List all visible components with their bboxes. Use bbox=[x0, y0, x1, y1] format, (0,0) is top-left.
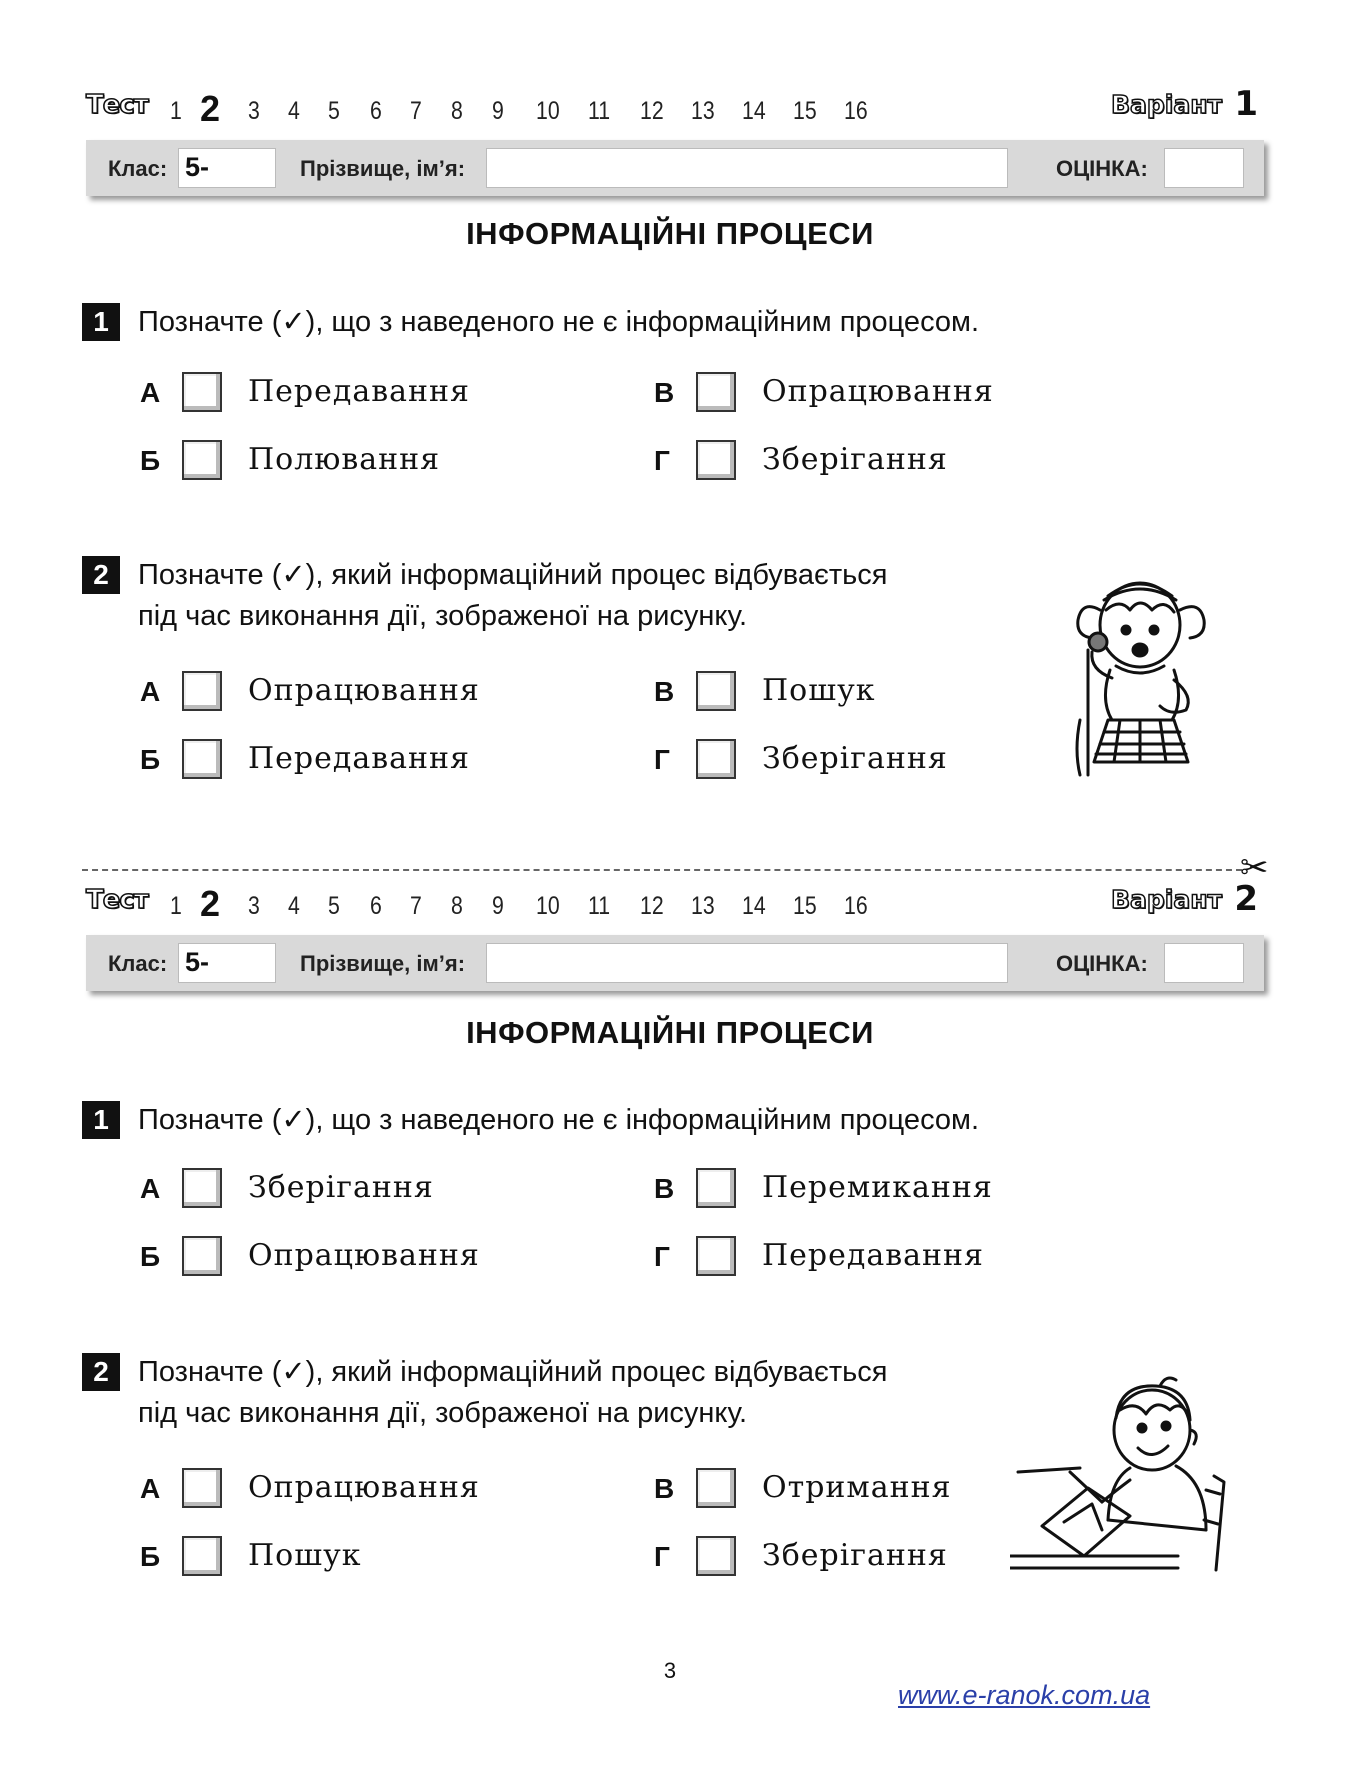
test-number: 15 bbox=[793, 97, 817, 125]
test-label: Тест bbox=[86, 885, 148, 915]
answer-checkbox[interactable] bbox=[182, 671, 222, 711]
option-letter: Г bbox=[654, 1541, 670, 1572]
answer-checkbox[interactable] bbox=[696, 1168, 736, 1208]
name-field[interactable] bbox=[486, 943, 1008, 983]
scissors-icon: ✂ bbox=[1240, 848, 1269, 888]
variant-number: 2 bbox=[1234, 879, 1258, 919]
question-line: Позначте (✓), який інформаційний процес відбувається bbox=[138, 1356, 888, 1388]
test-number: 11 bbox=[588, 892, 611, 920]
name-label: Прізвище, ім’я: bbox=[300, 951, 466, 976]
question-text bbox=[138, 302, 979, 343]
option-text: Опрацювання bbox=[248, 673, 480, 708]
grade-label: ОЦІНКА: bbox=[1056, 951, 1148, 976]
answer-checkbox[interactable] bbox=[182, 1236, 222, 1276]
question-number: 2 bbox=[82, 556, 120, 594]
answer-checkbox[interactable] bbox=[696, 440, 736, 480]
class-label: Клас: bbox=[108, 156, 168, 181]
test-number: 5 bbox=[328, 97, 340, 125]
option-text: Зберігання bbox=[762, 442, 948, 477]
option-letter: Б bbox=[140, 1541, 161, 1572]
option-text: Передавання bbox=[248, 374, 470, 409]
answer-checkbox[interactable] bbox=[182, 372, 222, 412]
option-text: Зберігання bbox=[248, 1170, 434, 1205]
option-letter: А bbox=[140, 377, 161, 408]
option-letter: Б bbox=[140, 744, 161, 775]
test-number: 12 bbox=[640, 892, 664, 920]
option-text: Отримання bbox=[762, 1470, 952, 1505]
class-field[interactable] bbox=[178, 943, 276, 983]
option-letter: В bbox=[654, 1173, 675, 1204]
option-letter: Б bbox=[140, 1241, 161, 1272]
question-text bbox=[138, 1100, 979, 1141]
test-number-active: 2 bbox=[200, 883, 221, 924]
test-number: 10 bbox=[536, 97, 560, 125]
girl-singing-illustration bbox=[1060, 570, 1230, 780]
boy-drawing-illustration bbox=[1010, 1370, 1240, 1580]
answer-checkbox[interactable] bbox=[182, 1168, 222, 1208]
variant-label: Варіант bbox=[1110, 90, 1222, 119]
question-text bbox=[138, 555, 887, 637]
student-info-bar bbox=[86, 140, 1264, 196]
variant-label: Варіант bbox=[1110, 885, 1222, 914]
test-header bbox=[86, 84, 1258, 132]
answer-checkbox[interactable] bbox=[696, 1236, 736, 1276]
section-title: ІНФОРМАЦІЙНІ ПРОЦЕСИ bbox=[466, 216, 874, 251]
test-number: 5 bbox=[328, 892, 340, 920]
question-line: під час виконання дії, зображеної на рисунку. bbox=[138, 600, 748, 632]
test-number: 1 bbox=[170, 892, 182, 920]
test-number: 3 bbox=[248, 97, 260, 125]
grade-label: ОЦІНКА: bbox=[1056, 156, 1148, 181]
option-text: Полювання bbox=[248, 442, 441, 477]
option-text: Зберігання bbox=[762, 741, 948, 776]
question-line: Позначте (✓), що з наведеного не є інформаційним процесом. bbox=[138, 306, 980, 338]
test-number: 7 bbox=[410, 892, 422, 920]
section-title: ІНФОРМАЦІЙНІ ПРОЦЕСИ bbox=[466, 1015, 874, 1050]
test-number: 14 bbox=[742, 97, 766, 125]
option-text: Опрацювання bbox=[762, 374, 994, 409]
option-letter: В bbox=[654, 1473, 675, 1504]
student-info-bar bbox=[86, 935, 1264, 991]
option-text: Зберігання bbox=[762, 1538, 948, 1573]
option-text: Передавання bbox=[248, 741, 470, 776]
answer-checkbox[interactable] bbox=[182, 1468, 222, 1508]
option-letter: В bbox=[654, 377, 675, 408]
option-text: Передавання bbox=[762, 1238, 984, 1273]
question-number: 2 bbox=[82, 1353, 120, 1391]
variant-number: 1 bbox=[1234, 84, 1258, 124]
question-line: Позначте (✓), який інформаційний процес відбувається bbox=[138, 559, 888, 591]
option-letter: Г bbox=[654, 744, 670, 775]
test-label: Тест bbox=[86, 90, 148, 120]
question-line: Позначте (✓), що з наведеного не є інформаційним процесом. bbox=[138, 1104, 980, 1136]
test-number: 13 bbox=[691, 892, 715, 920]
answer-checkbox[interactable] bbox=[696, 671, 736, 711]
publisher-website-link[interactable]: www.e-ranok.com.ua bbox=[898, 1680, 1151, 1710]
option-letter: Б bbox=[140, 445, 161, 476]
cut-line bbox=[82, 869, 1242, 871]
test-number: 7 bbox=[410, 97, 422, 125]
answer-checkbox[interactable] bbox=[696, 372, 736, 412]
test-number: 8 bbox=[451, 892, 463, 920]
test-number: 8 bbox=[451, 97, 463, 125]
option-letter: А bbox=[140, 676, 161, 707]
option-text: Опрацювання bbox=[248, 1470, 480, 1505]
option-text: Перемикання bbox=[762, 1170, 993, 1205]
answer-checkbox[interactable] bbox=[182, 440, 222, 480]
option-text: Опрацювання bbox=[248, 1238, 480, 1273]
answer-checkbox[interactable] bbox=[696, 1536, 736, 1576]
answer-checkbox[interactable] bbox=[182, 1536, 222, 1576]
option-letter: Г bbox=[654, 445, 670, 476]
grade-field[interactable] bbox=[1164, 943, 1244, 983]
test-number: 10 bbox=[536, 892, 560, 920]
test-header bbox=[86, 879, 1258, 927]
test-number: 14 bbox=[742, 892, 766, 920]
option-letter: В bbox=[654, 676, 675, 707]
test-number: 4 bbox=[288, 97, 300, 125]
test-number: 9 bbox=[492, 892, 504, 920]
question-number: 1 bbox=[82, 303, 120, 341]
class-field[interactable] bbox=[178, 148, 276, 188]
test-number: 12 bbox=[640, 97, 664, 125]
test-number: 1 bbox=[170, 97, 182, 125]
option-letter: А bbox=[140, 1473, 161, 1504]
option-letter: Г bbox=[654, 1241, 670, 1272]
class-label: Клас: bbox=[108, 951, 168, 976]
option-text: Пошук bbox=[248, 1538, 362, 1573]
page-number: 3 bbox=[663, 1658, 677, 1683]
test-number: 16 bbox=[844, 892, 868, 920]
name-label: Прізвище, ім’я: bbox=[300, 156, 466, 181]
test-number: 4 bbox=[288, 892, 300, 920]
test-number-active: 2 bbox=[200, 88, 221, 129]
option-letter: А bbox=[140, 1173, 161, 1204]
test-number: 13 bbox=[691, 97, 715, 125]
answer-checkbox[interactable] bbox=[696, 739, 736, 779]
test-number: 3 bbox=[248, 892, 260, 920]
grade-field[interactable] bbox=[1164, 148, 1244, 188]
answer-checkbox[interactable] bbox=[182, 739, 222, 779]
option-text: Пошук bbox=[762, 673, 876, 708]
name-field[interactable] bbox=[486, 148, 1008, 188]
test-number: 11 bbox=[588, 97, 611, 125]
test-number: 15 bbox=[793, 892, 817, 920]
test-number: 6 bbox=[370, 97, 382, 125]
answer-checkbox[interactable] bbox=[696, 1468, 736, 1508]
class-value: 5- bbox=[185, 947, 210, 977]
test-number: 6 bbox=[370, 892, 382, 920]
test-number: 9 bbox=[492, 97, 504, 125]
class-value: 5- bbox=[185, 152, 210, 182]
question-number: 1 bbox=[82, 1101, 120, 1139]
question-text bbox=[138, 1352, 887, 1434]
test-number: 16 bbox=[844, 97, 868, 125]
question-line: під час виконання дії, зображеної на рисунку. bbox=[138, 1397, 748, 1429]
